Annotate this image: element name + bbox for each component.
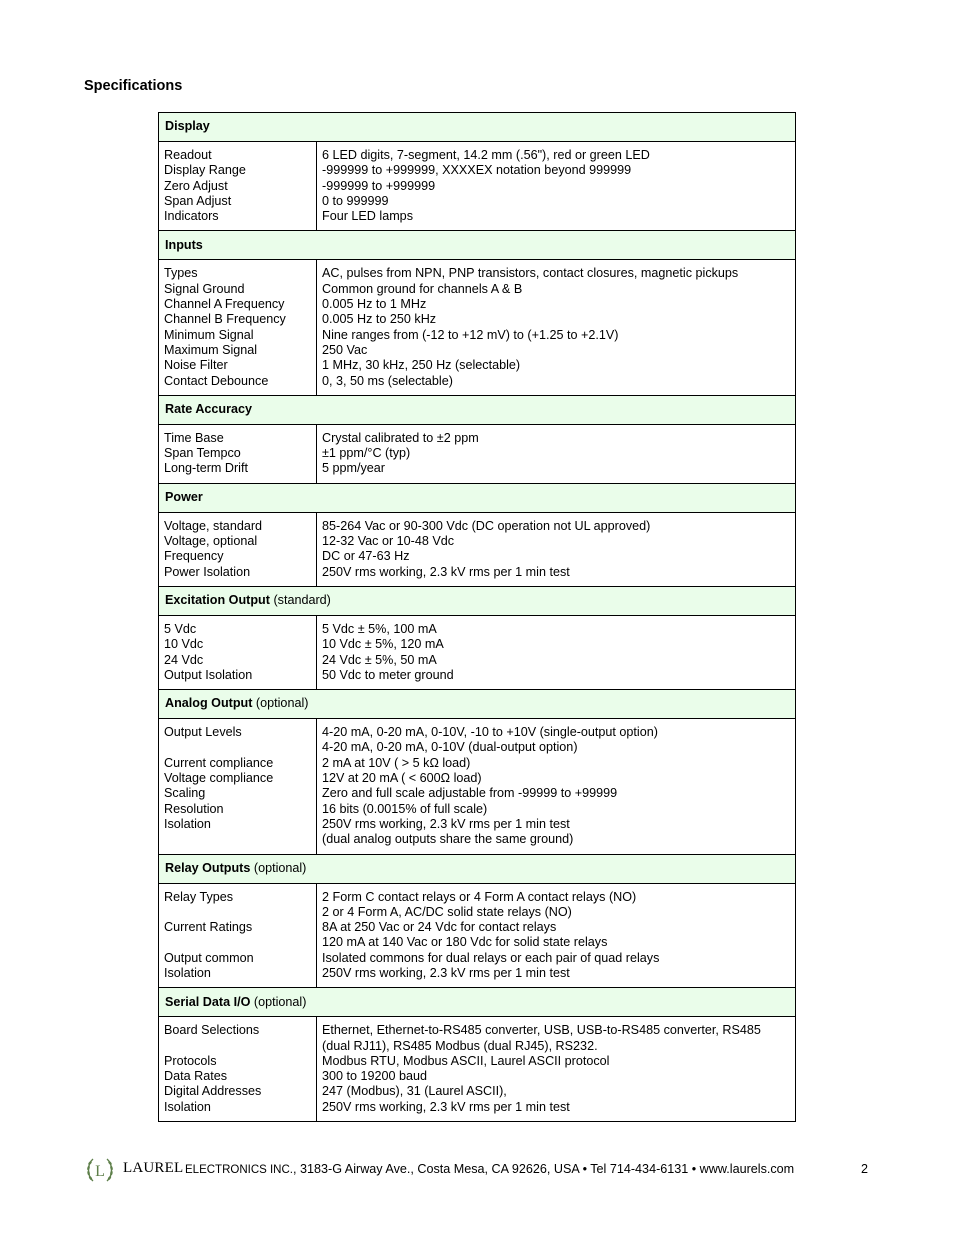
spec-values-cell [317, 1017, 796, 1122]
spec-value: Modbus RTU, Modbus ASCII, Laurel ASCII protocol [322, 1053, 610, 1068]
spec-value: Crystal calibrated to ±2 ppm [322, 430, 479, 445]
section-header-row [159, 586, 796, 615]
spec-label: Signal Ground [164, 281, 245, 296]
spec-label: 5 Vdc [164, 621, 197, 636]
section-header [159, 113, 796, 142]
spec-label [164, 1039, 311, 1054]
footer-brand: LAUREL [123, 1160, 184, 1176]
spec-value: -999999 to +999999, XXXXEX notation beyond 999999 [322, 163, 632, 178]
spec-value: Ethernet, Ethernet-to-RS485 converter, USB, USB-to-RS485 converter, RS485 [322, 1023, 761, 1038]
footer-address-text: , 3183-G Airway Ave., Costa Mesa, CA 92626, USA • Tel 714-434-6131 • www.laurels.com [293, 1162, 795, 1176]
spec-value: ±1 ppm/°C (typ) [322, 446, 411, 461]
section-body-row [159, 883, 796, 988]
spec-value: (dual analog outputs share the same ground) [322, 832, 574, 847]
spec-label: Output common [164, 950, 254, 965]
spec-value: 0.005 Hz to 1 MHz [322, 297, 427, 312]
section-title: Serial Data I/O [165, 994, 251, 1009]
spec-label: Scaling [164, 786, 206, 801]
spec-label: Long-term Drift [164, 461, 248, 476]
spec-label: Digital Addresses [164, 1084, 262, 1099]
spec-value: 6 LED digits, 7-segment, 14.2 mm (.56"), red or green LED [322, 148, 650, 162]
spec-label: Board Selections [164, 1023, 260, 1038]
spec-value: 0.005 Hz to 250 kHz [322, 312, 437, 327]
section-header [159, 988, 796, 1017]
spec-value: 4-20 mA, 0-20 mA, 0-10V (dual-output option) [322, 740, 578, 755]
spec-values-cell [317, 512, 796, 586]
section-body-row [159, 1017, 796, 1122]
spec-value: (dual RJ11), RS485 Modbus (dual RJ45), RS232. [322, 1038, 598, 1053]
footer-address [185, 1162, 794, 1176]
spec-value: 8A at 250 Vac or 24 Vdc for contact relays [322, 920, 557, 935]
spec-value: DC or 47-63 Hz [322, 549, 410, 564]
spec-label [164, 832, 311, 847]
section-title: Inputs [165, 237, 203, 252]
spec-label: Output Isolation [164, 667, 253, 682]
spec-label: Current compliance [164, 755, 274, 770]
spec-label: Noise Filter [164, 358, 228, 373]
spec-value: Common ground for channels A & B [322, 281, 523, 296]
spec-value: 85-264 Vac or 90-300 Vdc (DC operation not UL approved) [322, 518, 651, 533]
section-title: Relay Outputs [165, 860, 251, 875]
section-title: Rate Accuracy [165, 402, 253, 417]
spec-labels-cell [159, 1017, 317, 1122]
spec-label: Power Isolation [164, 564, 251, 579]
spec-value: 5 ppm/year [322, 461, 385, 476]
spec-values-cell [317, 142, 796, 231]
spec-value: 50 Vdc to meter ground [322, 667, 454, 682]
spec-values-cell [317, 260, 796, 395]
section-body-row [159, 260, 796, 395]
spec-value: 300 to 19200 baud [322, 1069, 428, 1084]
section-title: Display [165, 119, 210, 134]
spec-value: Four LED lamps [322, 209, 413, 224]
spec-label: Voltage compliance [164, 771, 274, 786]
spec-labels-cell [159, 142, 317, 231]
section-body-row [159, 142, 796, 231]
spec-label: Voltage, optional [164, 534, 258, 549]
section-body-row [159, 719, 796, 854]
section-header [159, 690, 796, 719]
spec-values-cell [317, 883, 796, 988]
spec-label: Span Adjust [164, 193, 232, 208]
section-title: Power [165, 490, 203, 505]
spec-labels-cell [159, 512, 317, 586]
section-header-row [159, 395, 796, 424]
spec-labels-cell [159, 883, 317, 988]
spec-label: Relay Types [164, 889, 234, 904]
spec-value: 250V rms working, 2.3 kV rms per 1 min test [322, 1099, 570, 1114]
spec-value: 16 bits (0.0015% of full scale) [322, 801, 488, 816]
spec-value: 250V rms working, 2.3 kV rms per 1 min test [322, 965, 570, 980]
spec-value: 120 mA at 140 Vac or 180 Vdc for solid state relays [322, 935, 608, 950]
section-header [159, 231, 796, 260]
section-header [159, 483, 796, 512]
spec-value: 12-32 Vac or 10-48 Vdc [322, 534, 455, 549]
spec-label [164, 905, 311, 920]
section-header-row [159, 988, 796, 1017]
spec-label: Output Levels [164, 725, 242, 740]
spec-value: Zero and full scale adjustable from -99999 to +99999 [322, 786, 618, 801]
spec-value: 2 mA at 10V ( > 5 kΩ load) [322, 755, 471, 770]
section-header [159, 395, 796, 424]
laurel-wreath-logo-icon [84, 1154, 116, 1186]
page-number: 2 [861, 1162, 869, 1176]
section-note: (optional) [250, 860, 307, 875]
spec-value: 247 (Modbus), 31 (Laurel ASCII), [322, 1084, 507, 1099]
section-note: (standard) [269, 593, 331, 608]
spec-label: Resolution [164, 801, 224, 816]
spec-label: Isolation [164, 1099, 211, 1114]
spec-label: Data Rates [164, 1069, 227, 1084]
spec-value: 250V rms working, 2.3 kV rms per 1 min test [322, 816, 570, 831]
section-header-row [159, 113, 796, 142]
spec-value: 250 Vac [322, 342, 368, 357]
spec-value: 0, 3, 50 ms (selectable) [322, 373, 453, 388]
section-title: Excitation Output [165, 593, 270, 608]
spec-values-cell [317, 719, 796, 854]
spec-label: Maximum Signal [164, 342, 258, 357]
spec-label: Readout [164, 148, 212, 162]
section-note: (optional) [252, 696, 309, 711]
spec-label: Span Tempco [164, 446, 241, 461]
spec-labels-cell [159, 615, 317, 689]
section-header-row [159, 854, 796, 883]
spec-label: Zero Adjust [164, 178, 228, 193]
spec-value: 2 Form C contact relays or 4 Form A contact relays (NO) [322, 889, 637, 904]
section-header [159, 854, 796, 883]
spec-label: Time Base [164, 430, 224, 445]
section-body-row [159, 512, 796, 586]
spec-table [158, 112, 796, 1122]
spec-values-cell [317, 615, 796, 689]
spec-value: 250V rms working, 2.3 kV rms per 1 min test [322, 564, 570, 579]
spec-values-cell [317, 424, 796, 483]
section-note: (optional) [250, 994, 307, 1009]
spec-label: Isolation [164, 965, 211, 980]
spec-value: 10 Vdc ± 5%, 120 mA [322, 637, 444, 652]
spec-value: 0 to 999999 [322, 193, 389, 208]
spec-label: Minimum Signal [164, 327, 254, 342]
section-title: Analog Output [165, 696, 253, 711]
spec-labels-cell [159, 260, 317, 395]
spec-value: Nine ranges from (-12 to +12 mV) to (+1.25 to +2.1V) [322, 327, 619, 342]
spec-label: 10 Vdc [164, 637, 204, 652]
logo-letter: L [95, 1163, 105, 1180]
spec-labels-cell [159, 424, 317, 483]
spec-value: 24 Vdc ± 5%, 50 mA [322, 652, 437, 667]
footer [84, 1154, 874, 1186]
spec-label: Display Range [164, 163, 246, 178]
spec-label: 24 Vdc [164, 652, 204, 667]
spec-label: Current Ratings [164, 920, 253, 935]
spec-labels-cell [159, 719, 317, 854]
spec-label: Isolation [164, 816, 211, 831]
spec-label: Contact Debounce [164, 373, 269, 388]
spec-label: Protocols [164, 1053, 217, 1068]
spec-label: Voltage, standard [164, 518, 263, 533]
spec-value: Isolated commons for dual relays or each pair of quad relays [322, 950, 660, 965]
spec-label [164, 935, 311, 950]
section-header-row [159, 690, 796, 719]
section-body-row [159, 615, 796, 689]
section-header [159, 586, 796, 615]
spec-value: 5 Vdc ± 5%, 100 mA [322, 621, 437, 636]
spec-label: Channel A Frequency [164, 297, 285, 312]
page-title: Specifications [84, 78, 183, 94]
spec-label: Frequency [164, 549, 224, 564]
spec-label [164, 740, 311, 755]
spec-label: Channel B Frequency [164, 312, 286, 327]
section-header-row [159, 231, 796, 260]
section-body-row [159, 424, 796, 483]
spec-label: Types [164, 266, 198, 281]
section-header-row [159, 483, 796, 512]
spec-value: 12V at 20 mA ( < 600Ω load) [322, 771, 482, 786]
spec-label: Indicators [164, 209, 219, 224]
footer-company: ELECTRONICS INC. [185, 1164, 293, 1176]
spec-value: 4-20 mA, 0-20 mA, 0-10V, -10 to +10V (single-output option) [322, 725, 658, 740]
spec-value: -999999 to +999999 [322, 178, 436, 193]
spec-value: AC, pulses from NPN, PNP transistors, contact closures, magnetic pickups [322, 266, 739, 281]
spec-value: 1 MHz, 30 kHz, 250 Hz (selectable) [322, 358, 521, 373]
spec-value: 2 or 4 Form A, AC/DC solid state relays (NO) [322, 904, 572, 919]
